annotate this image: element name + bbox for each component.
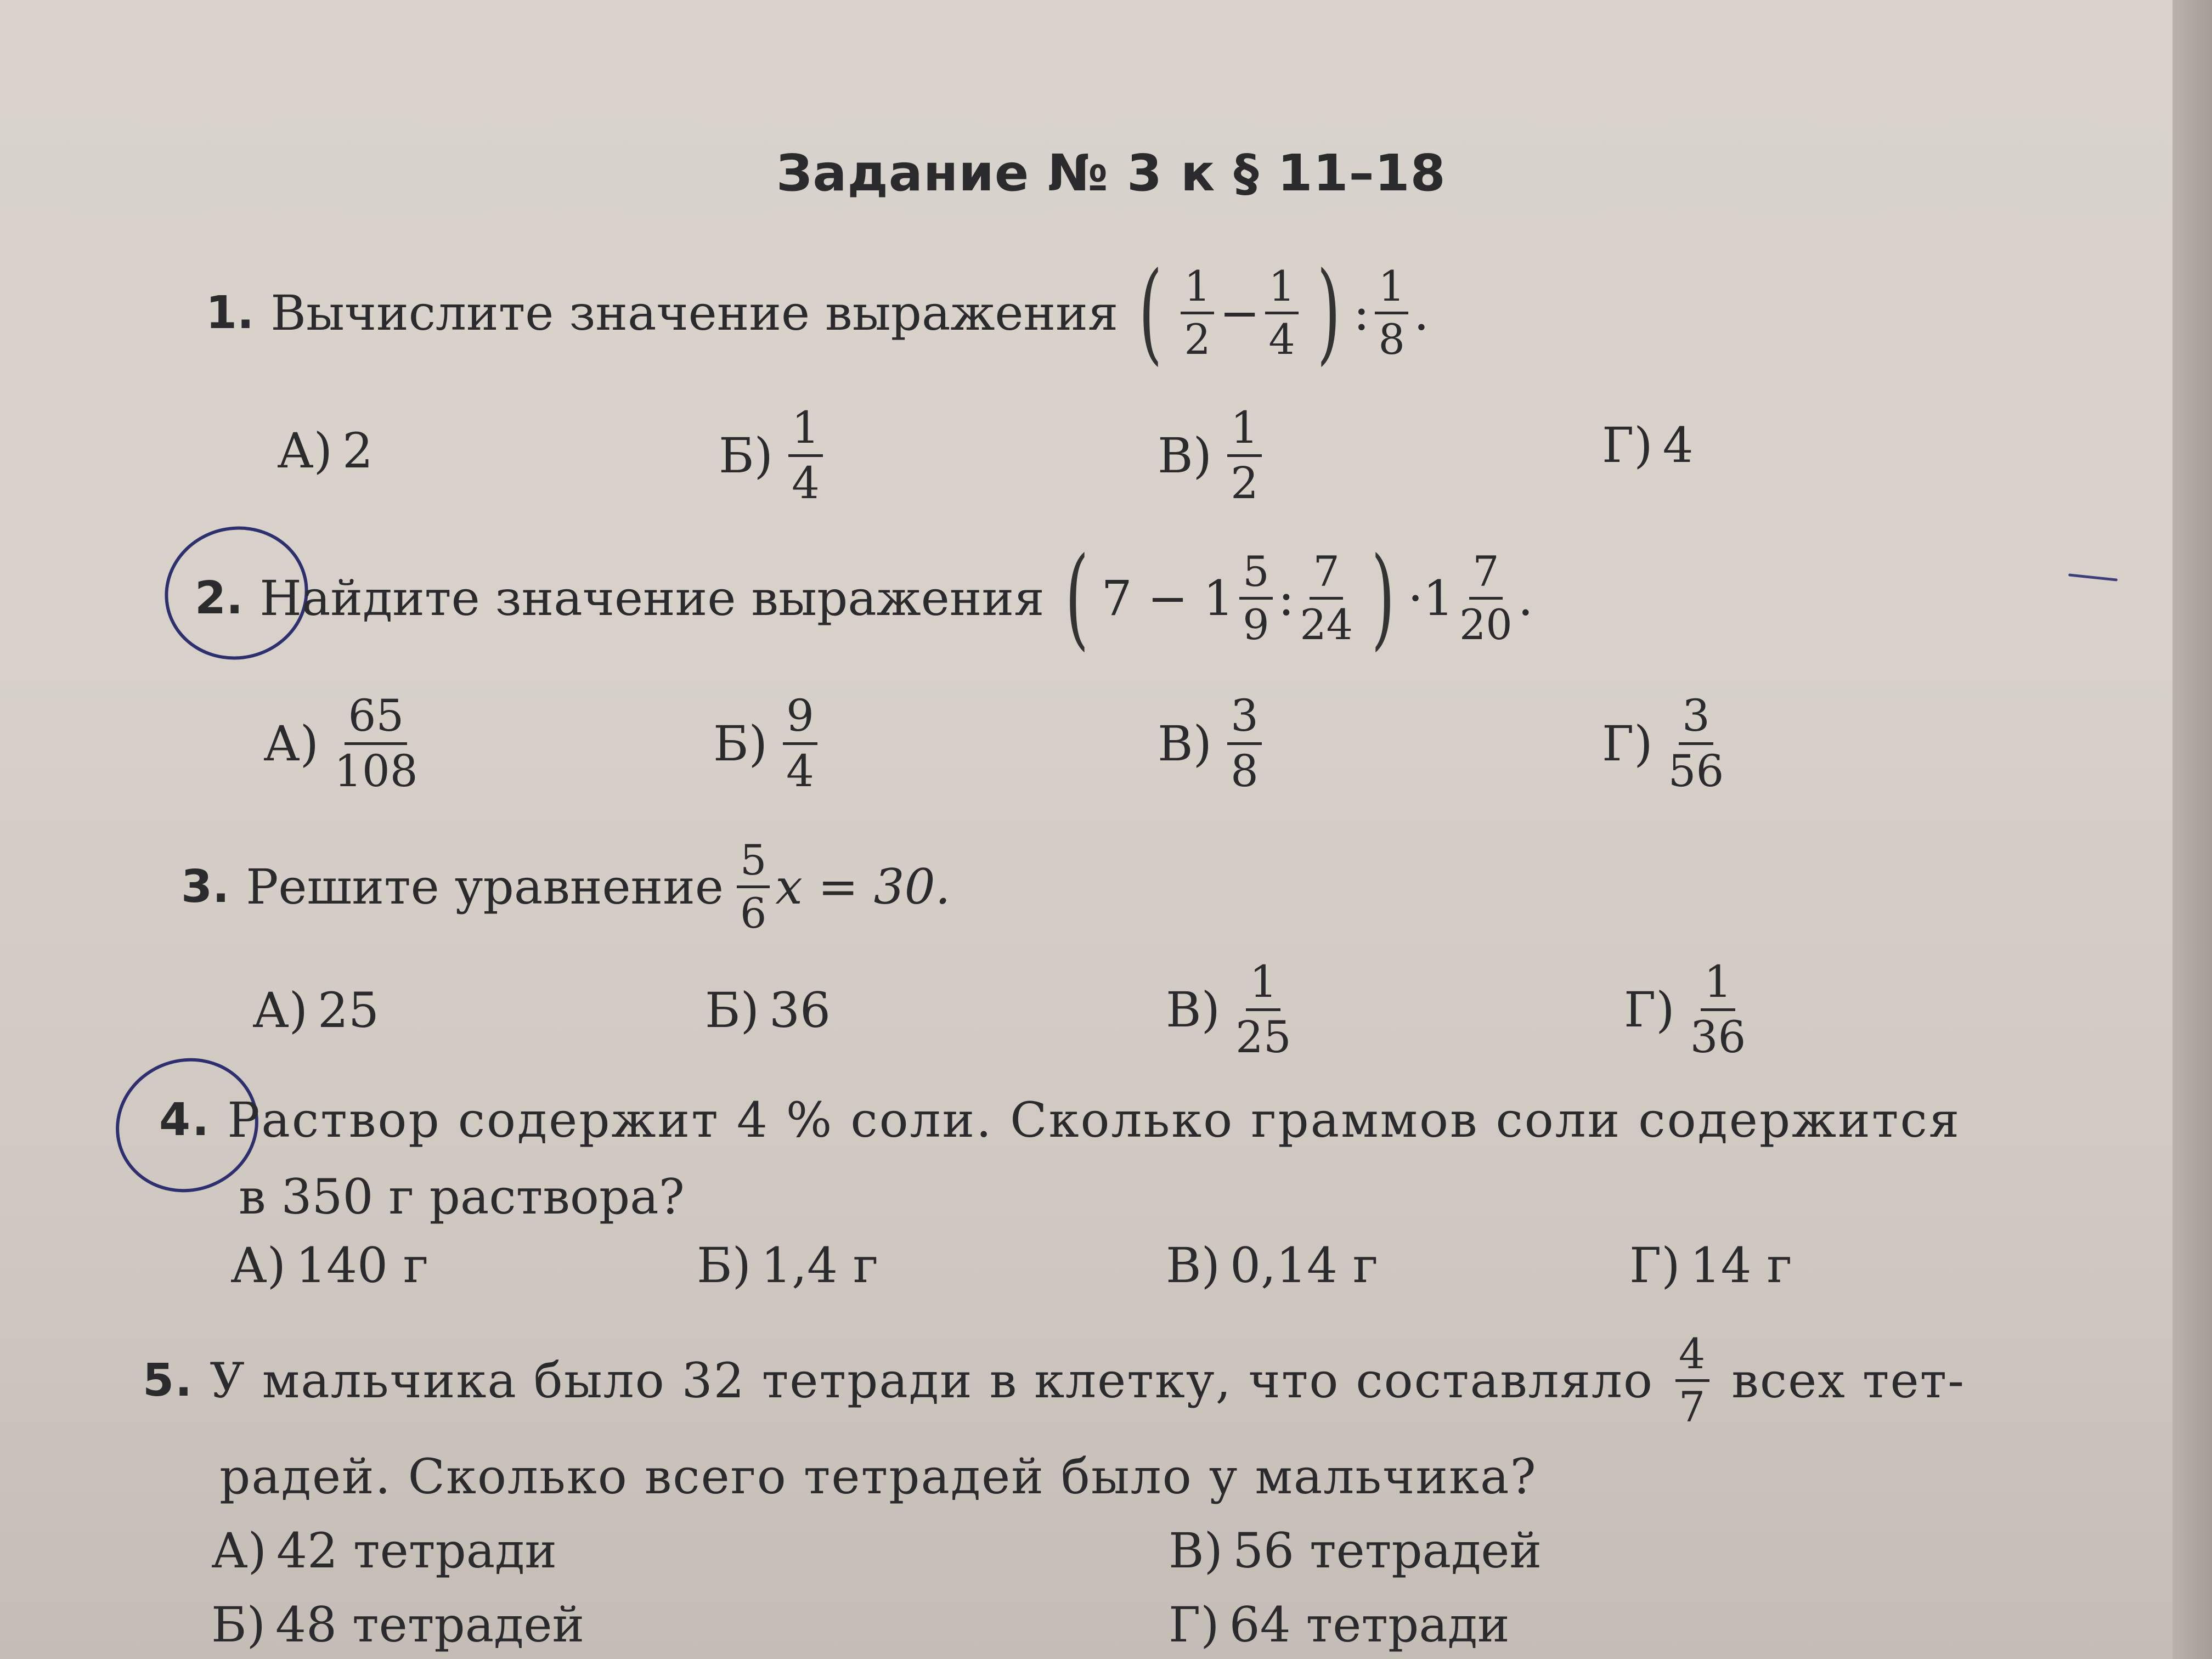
period: . (1517, 569, 1533, 627)
option-a: А) $\frac{65}{108}$ (263, 690, 418, 797)
operator: ·1 (1408, 569, 1454, 627)
option-b: Б) 36 (705, 982, 831, 1039)
problem-text: всех тет- (1731, 1352, 1965, 1409)
page-title: Задание № 3 к § 11–18 (776, 144, 1446, 202)
left-paren: ( (1065, 534, 1089, 662)
page-edge (2172, 0, 2212, 1659)
operator: : (1353, 284, 1370, 341)
option-g: Г) 4 (1602, 417, 1694, 473)
pen-mark (2068, 573, 2118, 581)
fraction: $\frac{5}{6}$ (737, 839, 770, 934)
option-b: Б) $\frac{1}{4}$ (719, 406, 828, 505)
fraction: $\frac{4}{7}$ (1675, 1333, 1709, 1428)
option-b: Б) $\frac{9}{4}$ (713, 694, 823, 793)
fraction: $\frac{1}{8}$ (1375, 266, 1408, 360)
option-a: А) 25 (252, 982, 379, 1039)
option-v: В) $\frac{1}{25}$ (1166, 956, 1291, 1063)
option-v: В) $\frac{3}{8}$ (1158, 694, 1267, 793)
problem-number: 3. (181, 861, 230, 913)
fraction: $\frac{7}{20}$ (1459, 546, 1513, 649)
problem-number: 1. (206, 286, 255, 339)
operator: − (1219, 284, 1260, 341)
right-paren: ) (1371, 534, 1395, 662)
period: . (1413, 284, 1429, 341)
operator: : (1278, 569, 1295, 627)
problem-4-line-1 (159, 1092, 1961, 1148)
problem-3 (181, 836, 951, 938)
option-v: В) 56 тетрадей (1169, 1522, 1542, 1579)
problem-4-line-2: в 350 г раствора? (239, 1169, 685, 1225)
problem-1 (206, 249, 1429, 376)
problem-text: Решите уравнение (246, 859, 724, 915)
left-paren: ( (1138, 249, 1163, 376)
problem-5-line-2: радей. Сколько всего тетрадей было у мальчика? (219, 1448, 1537, 1505)
fraction: $\frac{7}{24}$ (1300, 546, 1353, 649)
problem-text: Найдите значение выражения (259, 569, 1045, 627)
problem-text: Вычислите значение выражения (270, 284, 1119, 341)
option-a: А) 2 (277, 422, 373, 479)
option-b: Б) 48 тетрадей (211, 1596, 585, 1653)
option-g: Г) $\frac{3}{56}$ (1602, 690, 1724, 797)
option-a: А) 42 тетради (211, 1522, 557, 1579)
option-g: Г) 14 г (1629, 1237, 1792, 1294)
problem-number: 5. (143, 1355, 194, 1407)
option-g: Г) 64 тетради (1169, 1596, 1510, 1653)
option-v: В) $\frac{1}{2}$ (1158, 406, 1267, 505)
option-g: Г) $\frac{1}{36}$ (1624, 956, 1746, 1063)
problem-2 (195, 534, 1533, 662)
mixed-number: 7 − 1 $\frac{5}{9}$ (1102, 551, 1278, 646)
problem-text: У мальчика было 32 тетради в клетку, что составляло (210, 1352, 1654, 1409)
problem-5-line-1 (143, 1329, 1965, 1431)
option-b: Б) 1,4 г (697, 1237, 879, 1294)
right-paren: ) (1317, 249, 1341, 376)
option-a: А) 140 г (230, 1237, 429, 1294)
fraction: $\frac{1}{4}$ (1265, 266, 1298, 360)
problem-number: 2. (195, 572, 244, 624)
problem-number: 4. (159, 1094, 211, 1146)
problem-text: Раствор содержит 4 % соли. Сколько граммов соли содержится (227, 1092, 1961, 1148)
equation-rest: x = 30. (775, 859, 951, 915)
option-v: В) 0,14 г (1166, 1237, 1379, 1294)
fraction: $\frac{1}{2}$ (1181, 266, 1214, 360)
